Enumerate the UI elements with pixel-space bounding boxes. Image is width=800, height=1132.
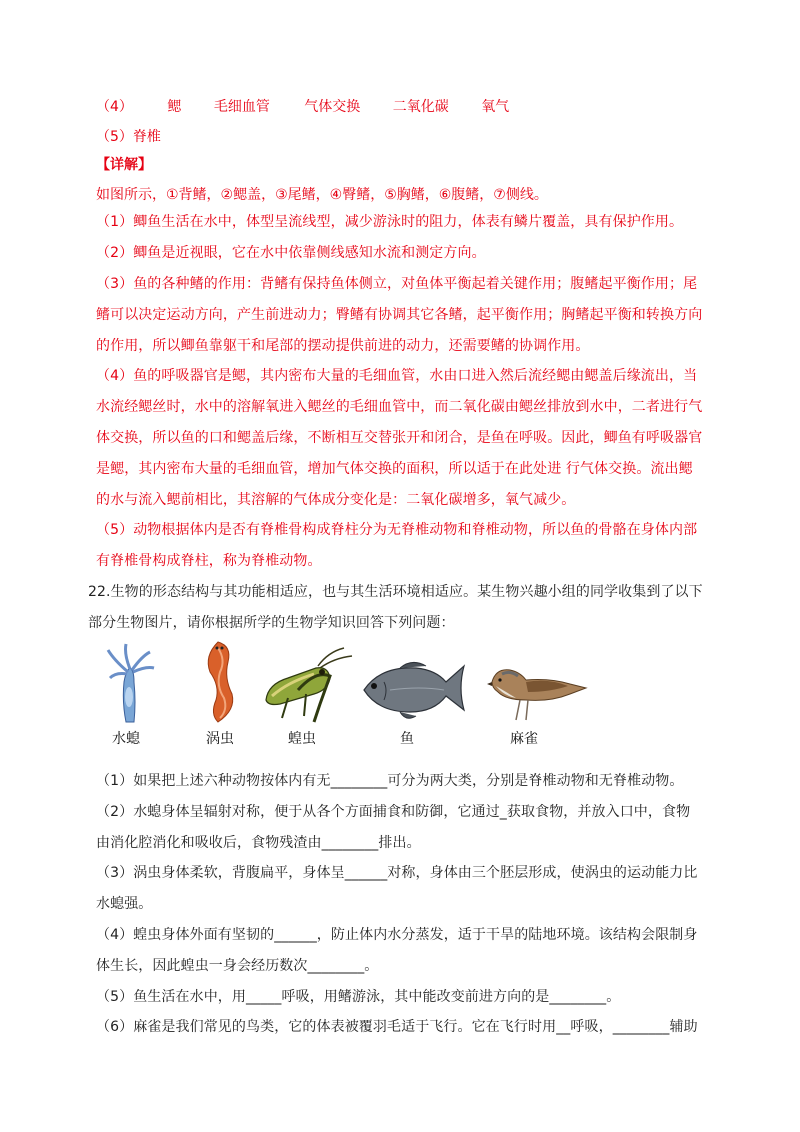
caption-hydra: 水螅	[112, 731, 140, 747]
question-5: （5）鱼生活在水中，用_____呼吸，用鳍游泳，其中能改变前进方向的是________。	[96, 989, 621, 1005]
question-4: （4）蝗虫身体外面有坚韧的______，防止体内水分蒸发，适于干旱的陆地环境。该结构会限制身体生长，因此蝗虫一身会经历数次________。	[96, 927, 698, 974]
detail-paragraph-1: （1）鲫鱼生活在水中，体型呈流线型，减少游泳时的阻力，体表有鳞片覆盖，具有保护作用。	[96, 214, 684, 230]
detail-paragraph-5: （5）动物根据体内是否有脊椎骨构成脊柱分为无脊椎动物和脊椎动物，所以鱼的骨骼在身体内部有脊椎骨构成脊柱，称为脊椎动物。	[96, 522, 698, 569]
answer-q4-item: 毛细血管	[213, 99, 270, 115]
caption-sparrow: 麻雀	[510, 731, 538, 747]
answer-q4-item: 二氧化碳	[392, 99, 449, 115]
sparrow-image	[486, 658, 588, 722]
animal-pictures	[96, 632, 708, 752]
caption-fish: 鱼	[400, 731, 414, 747]
answer-q5: （5）脊椎	[96, 129, 161, 145]
answer-q4-item: 氧气	[481, 99, 510, 115]
detail-paragraph-2: （2）鲫鱼是近视眼，它在水中依靠侧线感知水流和测定方向。	[96, 245, 486, 261]
question-3: （3）涡虫身体柔软，背腹扁平，身体呈______对称，身体由三个胚层形成，使涡虫的运动能力比水螅强。	[96, 865, 698, 912]
answer-q4-item: 鳃	[167, 99, 182, 115]
fish-image	[360, 656, 466, 722]
detail-label: 【详解】	[96, 157, 152, 173]
answer-q4-row	[96, 97, 509, 117]
hydra-image	[104, 642, 156, 724]
grasshopper-image	[258, 646, 354, 724]
question-2: （2）水螅身体呈辐射对称，便于从各个方面捕食和防御，它通过_获取食物，并放入口中，食物由消化腔消化和吸收后，食物残渣由________排出。	[96, 804, 691, 851]
answer-q4-prefix: （4）	[96, 99, 133, 115]
detail-paragraph-3: （3）鱼的各种鳍的作用：背鳍有保持鱼体侧立，对鱼体平衡起着关键作用；腹鳍起平衡作用；尾鳍可以决定运动方向，产生前进动力；臀鳍有协调其它各鳍，起平衡作用；胸鳍起平衡和转换方向的作用，所以鲫鱼靠躯干和尾部的摆动提供前进的动力，还需要鳍的协调作用。	[96, 276, 703, 354]
question-stem: 22.生物的形态结构与其功能相适应，也与其生活环境相适应。某生物兴趣小组的同学收集到了以下部分生物图片，请你根据所学的生物学知识回答下列问题：	[88, 584, 703, 631]
planarian-image	[198, 638, 242, 724]
question-6: （6）麻雀是我们常见的鸟类，它的体表被覆羽毛适于飞行。它在飞行时用__呼吸，________辅助	[96, 1019, 698, 1035]
caption-planarian: 涡虫	[206, 731, 234, 747]
caption-grasshopper: 蝗虫	[288, 731, 316, 747]
detail-paragraph-4: （4）鱼的呼吸器官是鳃，其内密布大量的毛细血管，水由口进入然后流经鳃由鳃盖后缘流出，当水流经鳃丝时，水中的溶解氧进入鳃丝的毛细血管中，而二氧化碳由鳃丝排放到水中，二者进行气体交换，所以鱼的口和鳃盖后缘，不断相互交替张开和闭合，是鱼在呼吸。因此，鲫鱼有呼吸器官是鳃，其内密布大量的毛细血管，增加气体交换的面积，所以适于在此处进 行气体交换。流出鳃的水与流入鳃前相比，其溶解的气体成分变化是：二氧化碳增多，氧气减少。	[96, 368, 703, 508]
detail-intro: 如图所示，①背鳍，②鳃盖，③尾鳍，④臀鳍，⑤胸鳍，⑥腹鳍，⑦侧线。	[96, 187, 548, 203]
answer-q4-item: 气体交换	[304, 99, 361, 115]
question-1: （1）如果把上述六种动物按体内有无________可分为两大类，分别是脊椎动物和无脊椎动物。	[96, 773, 684, 789]
